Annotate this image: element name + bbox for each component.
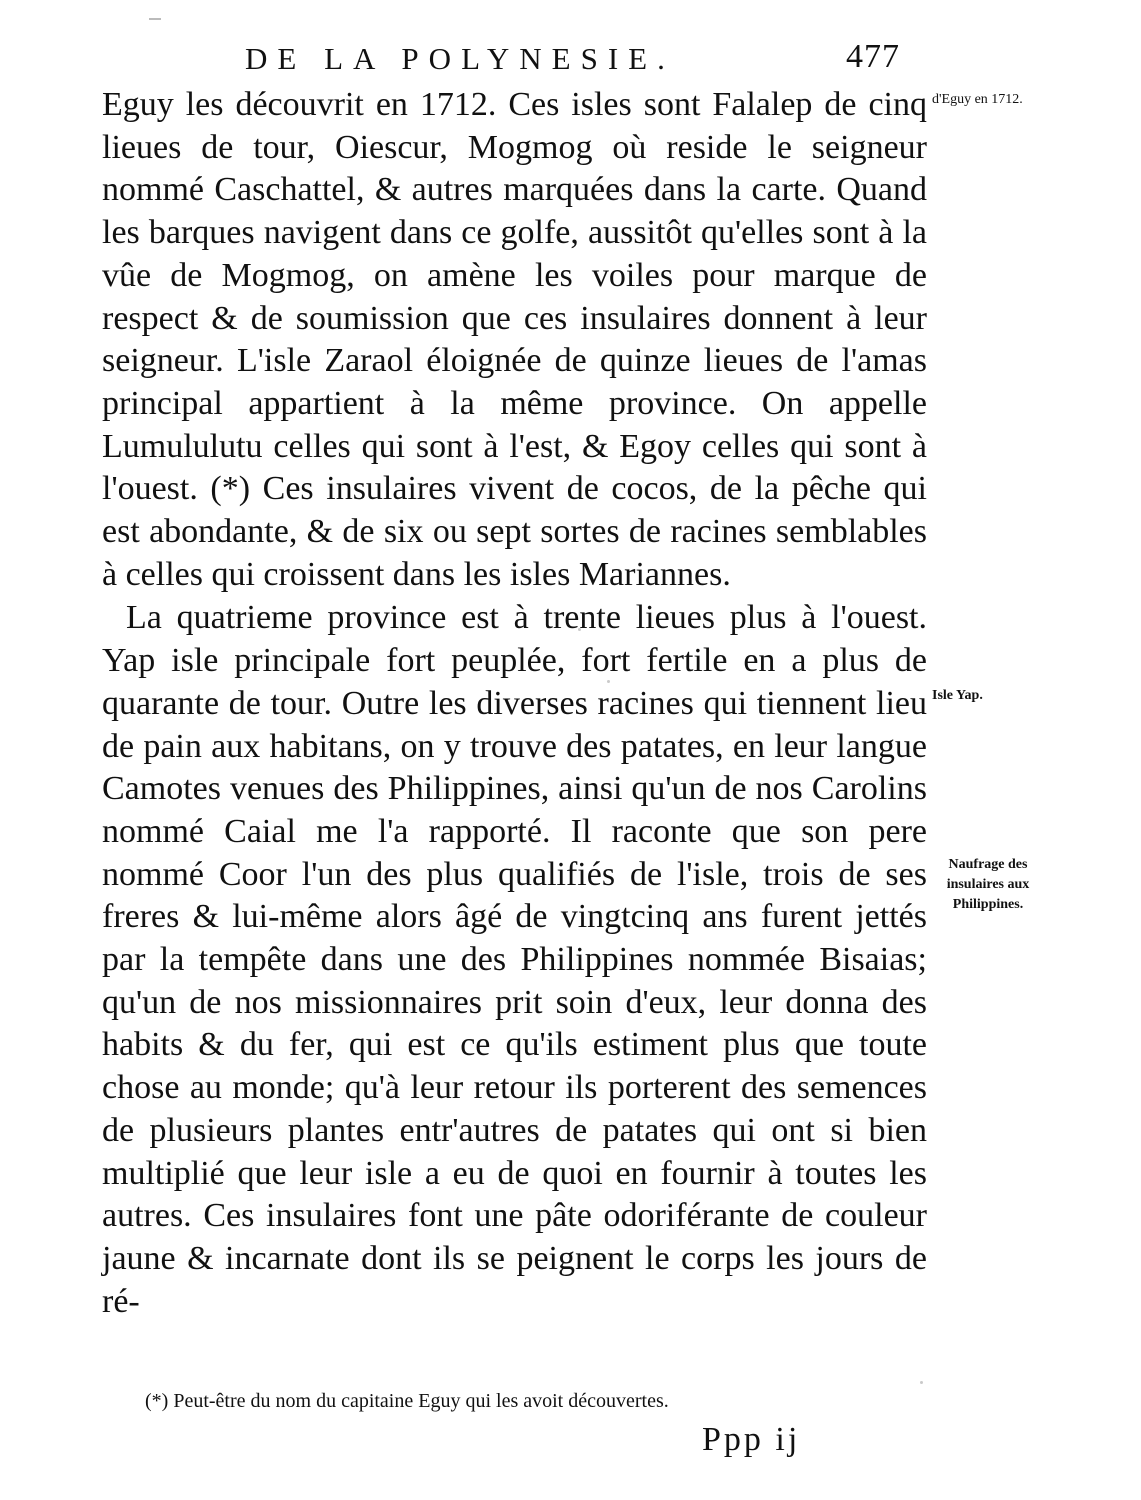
margin-note-eguy-1712: d'Eguy en 1712. [932,92,1023,107]
margin-note-shipwreck: Naufrage des insulaires aux Philippines. [946,857,1030,912]
margin-note-isle-yap: Isle Yap. [932,688,983,703]
printer-signature-mark: Ppp ij [702,1421,801,1458]
top-edge-mark [149,18,161,20]
footnote: (*) Peut-être du nom du capitaine Eguy qui les avoit découvertes. [145,1390,669,1412]
paper-speck [607,680,610,683]
paragraph-eguy-islands: Eguy les découvrit en 1712. Ces isles sont Falalep de cinq lieues de tour, Oiescur, Mogmog où reside le seigneur nommé Caschattel, & autres marquées dans la carte. Quand les barques navigent dans ce golfe, aussitôt qu'elles sont à la vûe de Mogmog, on amène les voiles pour marque de respect & de soumission que ces insulaires donnent à leur seigneur. L'isle Zaraol éloignée de quinze lieues de l'amas principal appartient à la même province. On appelle Lumululutu celles qui sont à l'est, & Egoy celles qui sont à l'ouest. (*) Ces insulaires vivent de cocos, de la pêche qui est abondante, & de six ou sept sortes de racines semblables à celles qui croissent dans les isles Mariannes. [102,86,927,593]
paper-speck [920,1381,923,1384]
main-text-block [102,84,927,1323]
page-number: 477 [846,38,900,75]
paper-speck [578,628,581,631]
paragraph-yap-province: La quatrieme province est à trente lieues plus à l'ouest. Yap isle principale fort peuplée, fort fertile en a plus de quarante de tour. Outre les diverses racines qui tiennent lieu de pain aux habitans, on y trouve des patates, en leur langue Camotes venues des Philippines, ainsi qu'un de nos Carolins nommé Caial me l'a rapporté. Il raconte que son pere nommé Coor l'un des plus qualifiés de l'isle, trois de ses freres & lui-même alors âgé de vingtcinq ans furent jettés par la tempête dans une des Philippines nommée Bisaias; qu'un de nos missionnaires prit soin d'eux, leur donna des habits & du fer, qui est ce qu'ils estiment plus que toute chose au monde; qu'à leur retour ils porterent des semences de plusieurs plantes entr'autres de patates qui ont si bien multiplié que leur isle a eu de quoi en fournir à toutes les autres. Ces insulaires font une pâte odoriférante de couleur jaune & incarnate dont ils se peignent le corps les jours de ré- [102,599,927,1320]
running-head: DE LA POLYNESIE. [245,41,675,76]
